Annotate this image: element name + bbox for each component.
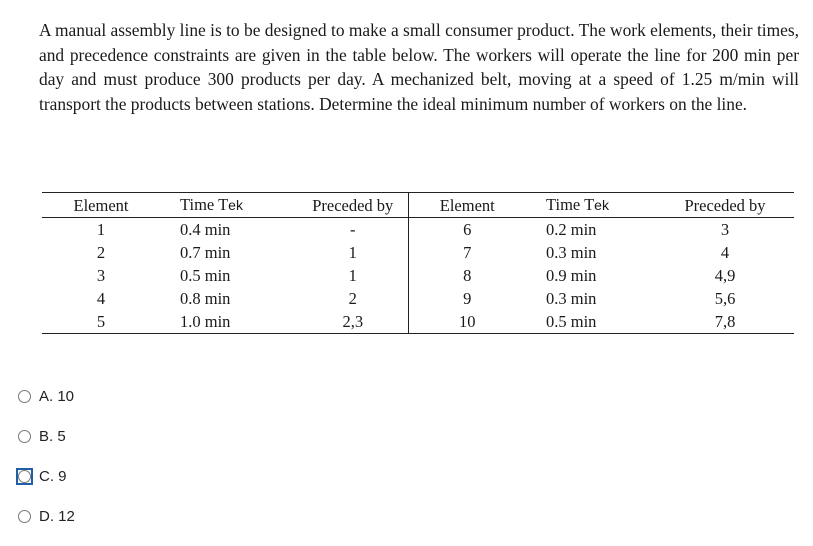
table-row — [42, 310, 794, 334]
time-cell: 0.9 min — [546, 266, 597, 285]
radio-button[interactable] — [18, 430, 31, 443]
option-c[interactable] — [17, 464, 75, 488]
preceded-cell: - — [298, 218, 408, 242]
option-label: A. 10 — [39, 387, 75, 405]
element-cell: 4 — [96, 289, 106, 308]
element-cell: 9 — [463, 289, 472, 308]
preceded-cell: 4,9 — [714, 266, 736, 285]
time-cell: 0.4 min — [180, 220, 231, 239]
time-cell: 1.0 min — [180, 312, 231, 331]
option-b[interactable] — [17, 424, 75, 448]
element-cell: 6 — [463, 220, 472, 239]
radio-button[interactable] — [18, 510, 31, 523]
preceded-cell: 4 — [720, 243, 730, 262]
option-label: D. 12 — [39, 507, 75, 525]
time-cell: 0.7 min — [180, 243, 231, 262]
element-cell: 3 — [96, 266, 106, 285]
table-row — [42, 218, 794, 242]
time-cell: 0.3 min — [546, 243, 597, 262]
selection-focus-box — [16, 468, 33, 485]
question-text: A manual assembly line is to be designed to make a small consumer product. The work elements, their times, and precedence constraints are given in the table below. The workers will operate the line for 200 min per day and must produce 300 products per day. A mechanized belt, moving at a speed of 1.25 m/min will transport the products between stations. Determine the ideal minimum number of workers on the line. — [39, 20, 799, 114]
preceded-cell: 3 — [720, 220, 730, 239]
answer-options — [17, 384, 75, 544]
element-cell: 2 — [96, 243, 106, 262]
time-cell: 0.2 min — [546, 220, 597, 239]
header-time-right: Time Tek — [526, 193, 656, 218]
preceded-cell: 1 — [298, 264, 408, 287]
header-preceded-right: Preceded by — [656, 193, 794, 218]
option-label: B. 5 — [39, 427, 66, 445]
header-preceded-left: Preceded by — [298, 193, 408, 218]
element-cell: 5 — [96, 312, 106, 331]
radio-button[interactable] — [18, 470, 31, 483]
preceded-cell: 1 — [298, 241, 408, 264]
option-d[interactable] — [17, 504, 75, 528]
preceded-cell: 5,6 — [714, 289, 736, 308]
preceded-cell: 2 — [298, 287, 408, 310]
header-element-left: Element — [42, 193, 160, 218]
time-cell: 0.8 min — [180, 289, 231, 308]
time-cell: 0.5 min — [546, 312, 597, 331]
option-label: C. 9 — [39, 467, 67, 485]
element-cell: 7 — [463, 243, 472, 262]
element-cell: 8 — [463, 266, 472, 285]
table-row — [42, 287, 794, 310]
table-row — [42, 241, 794, 264]
time-cell: 0.5 min — [180, 266, 231, 285]
preceded-cell: 2,3 — [298, 310, 408, 334]
work-elements-table — [42, 192, 794, 334]
preceded-cell: 7,8 — [714, 312, 736, 331]
table-row — [42, 264, 794, 287]
header-element-right: Element — [408, 193, 526, 218]
radio-button[interactable] — [18, 390, 31, 403]
header-time-left: Time Tek — [160, 193, 298, 218]
time-cell: 0.3 min — [546, 289, 597, 308]
table-header-row — [42, 193, 794, 218]
element-cell: 1 — [96, 220, 106, 239]
element-cell: 10 — [459, 312, 476, 331]
option-a[interactable] — [17, 384, 75, 408]
